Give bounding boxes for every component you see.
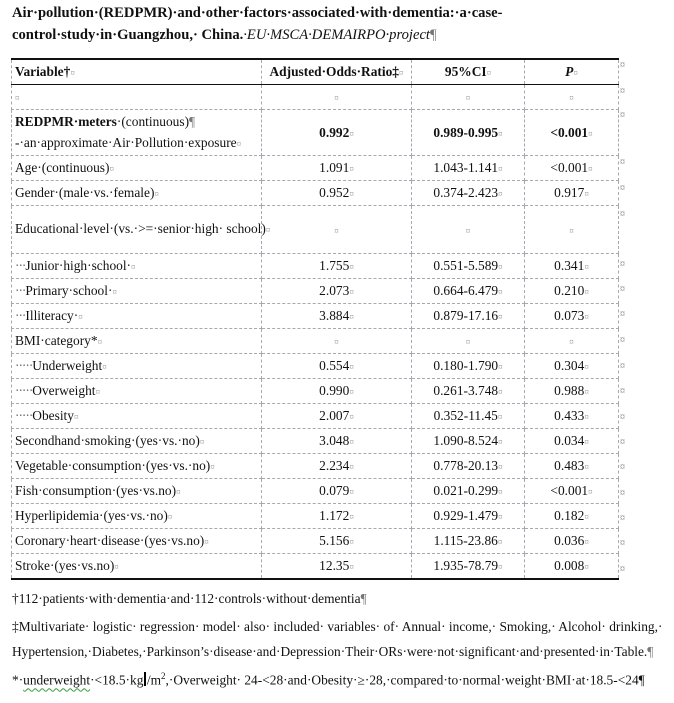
row-end-marker: ¤	[620, 386, 625, 397]
row-end-marker: ¤	[620, 564, 625, 575]
document-title	[12, 2, 672, 46]
footnote-bmi[interactable]: *·underweight·<18.5·kg $/m^2,\cdot Overweight\cdot$ 24-<28·and·Obesity·≥·28,·compared·to·normal·weight·BMI·at·18.5-<24¶	[12, 671, 645, 688]
table-row: Gender·(male·vs.·female)¤ 0.952¤ 0.374-2.423¤ 0.917¤	[12, 181, 619, 206]
table-row: ···Primary·school·¤ 2.073¤ 0.664-6.479¤ 0.210¤	[12, 279, 619, 304]
redpmr-p: <0.001¤	[525, 110, 619, 156]
row-end-marker: ¤	[620, 209, 625, 220]
row-end-marker: ¤	[620, 412, 625, 423]
table-header-row	[12, 59, 619, 85]
footnote-ddagger-line1: ‡Multivariate· logistic· regression· model· also· included· variables· of· Annual· income,· Smoking,· Alcohol· drinking,·	[12, 619, 663, 634]
row-end-marker: ¤	[620, 309, 625, 320]
row-end-marker: ¤	[620, 110, 625, 121]
row-end-marker: ¤	[620, 538, 625, 549]
results-table	[11, 58, 619, 580]
row-end-marker: ¤	[620, 462, 625, 473]
redpmr-or: 0.992¤	[262, 110, 412, 156]
table-row: ···Junior·high·school·¤ 1.755¤ 0.551-5.589¤ 0.341¤	[12, 254, 619, 279]
row-end-marker: ¤	[620, 86, 625, 97]
row-end-marker: ¤	[620, 437, 625, 448]
row-end-marker: ¤	[620, 157, 625, 168]
row-end-marker: ¤	[620, 335, 625, 346]
table-row: ·····Obesity¤ 2.007¤ 0.352-11.45¤ 0.433¤	[12, 404, 619, 429]
table-row: ·····Underweight¤ 0.554¤ 0.180-1.790¤ 0.304¤	[12, 354, 619, 379]
table-row: Age·(continuous)¤ 1.091¤ 1.043-1.141¤ <0.001¤	[12, 156, 619, 181]
header-p: P¤	[525, 59, 619, 85]
table-row-section-education: Educational·level·(vs.·>=·senior·high· school)¤ ¤ ¤ ¤	[12, 206, 619, 254]
title-text: Air·pollution·(REDPMR)·and·other·factors·associated·with·dementia:·a·case-control·study·in·Guangzhou,· China.	[12, 5, 503, 43]
table-row: Vegetable·consumption·(yes·vs.·no)¤ 2.234¤ 0.778-20.13¤ 0.483¤	[12, 454, 619, 479]
project-name: ·EU·MSCA·DEMAIRPO·project	[243, 27, 430, 43]
footnote-dagger: †112·patients·with·dementia·and·112·controls·without·dementia¶	[12, 591, 367, 606]
row-end-marker: ¤	[620, 513, 625, 524]
header-ci: 95%CI¤	[412, 59, 525, 85]
table-row: Stroke·(yes·vs.no)¤ 12.35¤ 1.935-78.79¤ 0.008¤	[12, 554, 619, 580]
table-row-empty: ¤ ¤ ¤ ¤	[12, 85, 619, 110]
table-row-redpmr	[12, 110, 619, 156]
paragraph-mark: ¶	[429, 27, 437, 43]
header-variable: Variable†¤	[12, 59, 262, 85]
table-row: Hyperlipidemia·(yes·vs.·no)¤ 1.172¤ 0.929-1.479¤ 0.182¤	[12, 504, 619, 529]
redpmr-ci: 0.989-0.995¤	[412, 110, 525, 156]
table-row: Secondhand·smoking·(yes·vs.·no)¤ 3.048¤ 1.090-8.524¤ 0.034¤	[12, 429, 619, 454]
footnote-ddagger-line2: Hypertension,·Diabetes,·Parkinson’s·disease·and·Depression·Their·ORs·were·not·significant·and·presented·in·Table.¶	[12, 644, 654, 659]
text-cursor	[144, 672, 146, 686]
redpmr-label: REDPMR·meters·(continuous)¶ -·an·approximate·Air·Pollution·exposure¤	[12, 110, 262, 156]
table-row: ·····Overweight¤ 0.990¤ 0.261-3.748¤ 0.988¤	[12, 379, 619, 404]
row-end-marker: ¤	[620, 284, 625, 295]
table-row-section-bmi: BMI·category*¤ ¤ ¤ ¤	[12, 329, 619, 354]
header-odds-ratio: Adjusted·Odds·Ratio‡¤	[262, 59, 412, 85]
row-end-marker: ¤	[620, 183, 625, 194]
footnotes	[12, 586, 672, 692]
spellcheck-underline[interactable]: underweight	[23, 672, 91, 688]
table-row: Fish·consumption·(yes·vs.no)¤ 0.079¤ 0.021-0.299¤ <0.001¤	[12, 479, 619, 504]
row-end-marker: ¤	[620, 259, 625, 270]
row-end-marker: ¤	[620, 60, 625, 71]
table-row: ···Illiteracy·¤ 3.884¤ 0.879-17.16¤ 0.073¤	[12, 304, 619, 329]
table-row: Coronary·heart·disease·(yes·vs.no)¤ 5.156¤ 1.115-23.86¤ 0.036¤	[12, 529, 619, 554]
row-end-marker: ¤	[620, 361, 625, 372]
row-end-marker: ¤	[620, 488, 625, 499]
